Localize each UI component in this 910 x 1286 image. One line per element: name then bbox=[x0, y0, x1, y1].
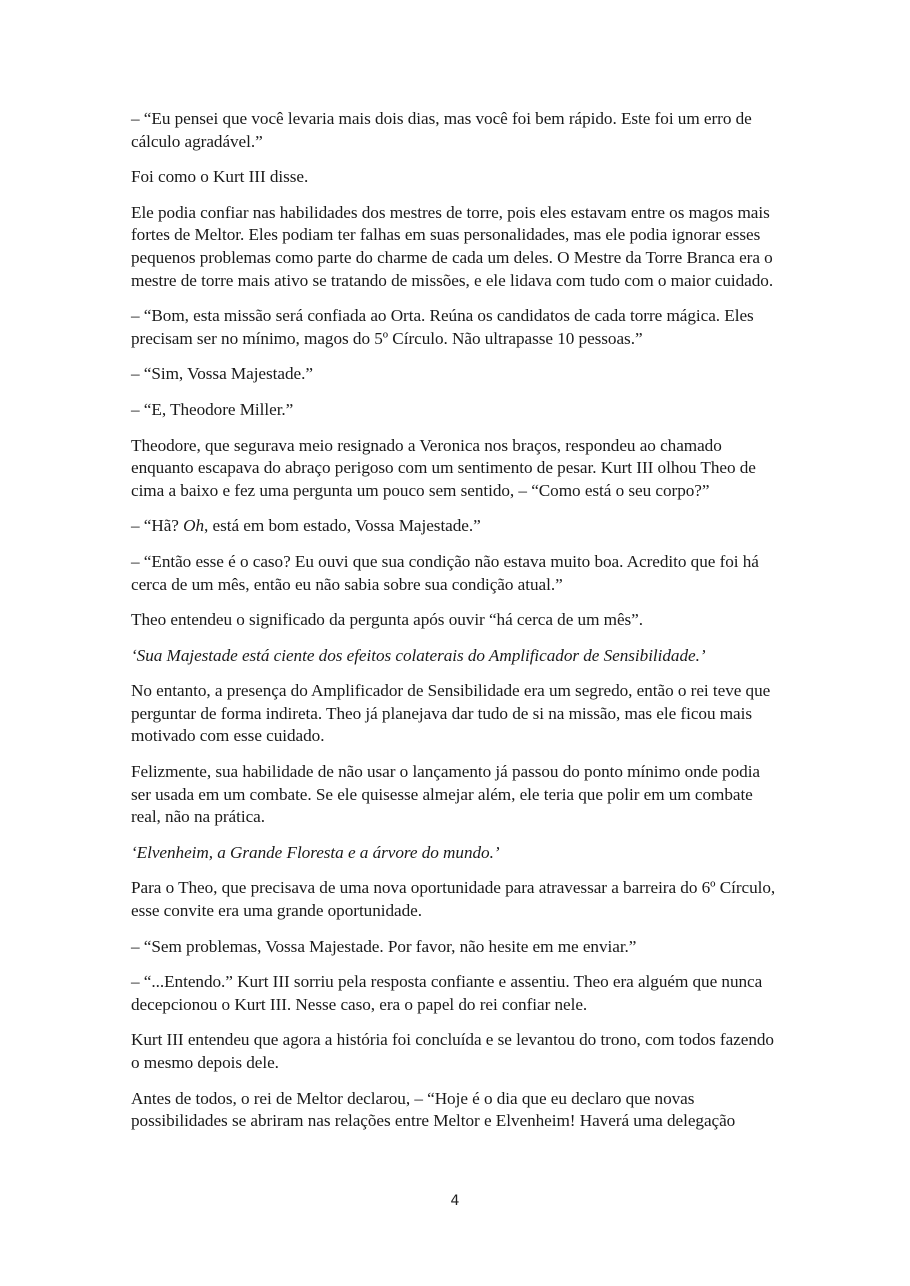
text-segment: Antes de todos, o rei de Meltor declarou, – “Hoje é o dia que eu declaro que novas possibilidades se abriram nas relações entre Meltor e Elvenheim! Haverá uma delegação bbox=[131, 1088, 736, 1131]
text-segment: – “Sem problemas, Vossa Majestade. Por favor, não hesite em me enviar.” bbox=[131, 936, 637, 956]
text-segment: , está em bom estado, Vossa Majestade.” bbox=[204, 516, 481, 536]
paragraph bbox=[131, 399, 783, 422]
paragraph bbox=[131, 166, 783, 189]
paragraph bbox=[131, 305, 783, 350]
paragraph bbox=[131, 435, 783, 503]
text-segment: Felizmente, sua habilidade de não usar o lançamento já passou do ponto mínimo onde podia ser usada em um combate. Se ele quisesse almejar além, ele teria que polir em um combate real, não na prática. bbox=[131, 762, 760, 827]
paragraph bbox=[131, 108, 783, 153]
italic-text: Oh bbox=[183, 516, 205, 536]
paragraph bbox=[131, 680, 783, 748]
text-segment: ‘Elvenheim, a Grande Floresta e a árvore do mundo.’ bbox=[131, 842, 500, 862]
page-number: 4 bbox=[450, 1193, 460, 1209]
paragraph bbox=[131, 1029, 783, 1074]
paragraph bbox=[131, 609, 783, 632]
text-segment: Foi como o Kurt III disse. bbox=[131, 167, 309, 187]
paragraph bbox=[131, 971, 783, 1016]
text-segment: ‘Sua Majestade está ciente dos efeitos colaterais do Amplificador de Sensibilidade.’ bbox=[131, 645, 706, 665]
paragraph bbox=[131, 936, 783, 959]
text-segment: – “Hã? bbox=[131, 516, 184, 536]
paragraph bbox=[131, 551, 783, 596]
paragraph bbox=[131, 877, 783, 922]
paragraph bbox=[131, 1088, 783, 1133]
italic-paragraph bbox=[131, 842, 783, 865]
text-segment: No entanto, a presença do Amplificador de Sensibilidade era um segredo, então o rei teve que perguntar de forma indireta. Theo já planejava dar tudo de si na missão, mas ele ficou mais motivado com esse cuidado. bbox=[131, 681, 771, 746]
paragraph bbox=[131, 202, 783, 292]
text-segment: – “Eu pensei que você levaria mais dois dias, mas você foi bem rápido. Este foi um erro de cálculo agradável.” bbox=[131, 109, 752, 151]
paragraph bbox=[131, 761, 783, 829]
text-segment: – “Bom, esta missão será confiada ao Orta. Reúna os candidatos de cada torre mágica. Eles precisam ser no mínimo, magos do 5º Círculo. Não ultrapasse 10 pessoas.” bbox=[131, 306, 754, 348]
text-segment: – “Sim, Vossa Majestade.” bbox=[131, 364, 313, 384]
text-segment: Theo entendeu o significado da pergunta após ouvir “há cerca de um mês”. bbox=[131, 610, 643, 630]
text-segment: Kurt III entendeu que agora a história foi concluída e se levantou do trono, com todos fazendo o mesmo depois dele. bbox=[131, 1030, 774, 1072]
text-segment: – “...Entendo.” Kurt III sorriu pela resposta confiante e assentiu. Theo era alguém que nunca decepcionou o Kurt III. Nesse caso, era o papel do rei confiar nele. bbox=[131, 972, 763, 1014]
text-segment: – “E, Theodore Miller.” bbox=[131, 399, 294, 419]
text-segment: Para o Theo, que precisava de uma nova oportunidade para atravessar a barreira do 6º Círculo, esse convite era uma grande oportunidade. bbox=[131, 878, 776, 921]
text-segment: – “Então esse é o caso? Eu ouvi que sua condição não estava muito boa. Acredito que foi há cerca de um mês, então eu não sabia sobre sua condição atual.” bbox=[131, 551, 759, 594]
text-segment: Ele podia confiar nas habilidades dos mestres de torre, pois eles estavam entre os magos mais fortes de Meltor. Eles podiam ter falhas em suas personalidades, mas ele podia ignorar esses pequenos problemas como parte do charme de cada um deles. O Mestre da Torre Branca era o mestre de torre mais ativo se tratando de missões, e ele lidava com tudo com o maior cuidado. bbox=[131, 202, 774, 290]
italic-paragraph bbox=[131, 645, 783, 668]
text-segment: Theodore, que segurava meio resignado a Veronica nos braços, respondeu ao chamado enquanto escapava do abraço perigoso com um sentimento de pesar. Kurt III olhou Theo de cima a baixo e fez uma pergunta um pouco sem sentido, – “Como está o seu corpo?” bbox=[131, 435, 756, 500]
paragraph bbox=[131, 363, 783, 386]
document-body bbox=[131, 108, 783, 1146]
paragraph bbox=[131, 515, 783, 538]
